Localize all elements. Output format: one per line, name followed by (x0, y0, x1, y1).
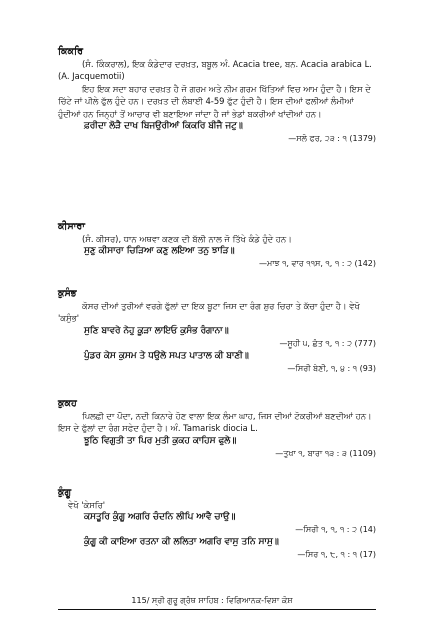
scripture-quote: ਸੁਣੁ ਕੀਸਾਰਾ ਚਿੜਿਆ ਕਣੁ ਲਇਆ ਤਨੁ ਝਾੜਿ॥ (84, 246, 235, 257)
page-footer: 115/ ਸ੍ਰੀ ਗੁਰੂ ਗ੍ਰੰਥ ਸਾਹਿਬ : ਵਿਗਿਆਨਕ-ਵਿਸ਼ਾ ਕੋਸ਼ (131, 596, 293, 605)
entry-kusambh (58, 288, 376, 375)
entry-kukah (58, 398, 376, 460)
scripture-citation: —ਤੁਖਾ ੧, ਬਾਰਾ ੧੩ : ੩ (1109) (275, 448, 376, 458)
scripture-quote: ਕੁੰਗੂ ਕੀ ਕਾਇਆ ਰਤਨਾ ਕੀ ਲਲਿਤਾ ਅਗਰਿ ਵਾਸੁ ਤਨਿ ਸਾਸੁ॥ (84, 537, 279, 548)
headword: ਕੁਸੰਭ (58, 288, 77, 299)
scripture-citation: —ਸਿਰ ੧, ੮, ੧ : ੧ (17) (297, 550, 376, 560)
scripture-citation: —ਮਾਝ ੧, ਵਾਰ ੧੧ਸ, ੧, ੧ : ੨ (142) (258, 259, 376, 269)
footer-divider (58, 609, 376, 610)
headword: ਕੁਕਹ (58, 398, 77, 409)
scripture-quote: ਝੂਠਿ ਵਿਗੁਤੀ ਤਾ ਪਿਰ ਮੁਤੀ ਕੁਕਹ ਕਾਹਿਸ ਫੁਲੇ॥ (84, 435, 237, 446)
description: ਇਹ ਇਕ ਸਦਾ ਬਹਾਰ ਦਰਖ਼ਤ ਹੈ ਜੋ ਗਰਮ ਅਤੇ ਨੀਮ ਗਰਮ ਖਿੱਤਿਆਂ ਵਿਚ ਆਮ ਹੁੰਦਾ ਹੈ। ਇਸ ਦੇ ਚਿੱਟੇ ਜਾਂ ਪੀਲੇ ਫੁੱਲ ਹੁੰਦੇ ਹਨ। ਦਰਖ਼ਤ ਦੀ ਲੰਬਾਈ 4-59 ਫੁੱਟ ਹੁੰਦੀ ਹੈ। ਇਸ ਦੀਆਂ ਫਲੀਆਂ ਲੰਮੀਆਂ ਹੁੰਦੀਆਂ ਹਨ ਜਿਨ੍ਹਾਂ ਤੋਂ ਆਚਾਰ ਵੀ ਬਣਾਇਆ ਜਾਂਦਾ ਹੈ ਜਾਂ ਭੇਡਾਂ ਬਕਰੀਆਂ ਖਾਂਦੀਆਂ ਹਨ। (58, 83, 371, 119)
scripture-citation: —ਸਲੋ ਫਰ, ੨੩ : ੧ (1379) (288, 134, 376, 144)
entry-kikar (58, 46, 376, 145)
headword: ਕਿਕਰਿ (58, 46, 83, 57)
scripture-quote: ਪੁੰਡਰ ਕੇਸ ਕੁਸਮ ਤੇ ਧਉਲੇ ਸਪਤ ਪਾਤਾਲ ਕੀ ਬਾਣੀ॥ (84, 350, 249, 361)
description: ਪਿਲਛੀ ਦਾ ਪੌਦਾ, ਨਦੀ ਕਿਨਾਰੇ ਹੋਣ ਵਾਲਾ ਇਕ ਲੰਮਾ ਘਾਹ, ਜਿਸ ਦੀਆਂ ਟੋਕਰੀਆਂ ਬਣਦੀਆਂ ਹਨ। ਇਸ ਦੇ ਫੁੱਲਾਂ ਦਾ ਰੰਗ ਸਫੇਦ ਹੁੰਦਾ ਹੈ। ਅੰ. Tamarisk diocia L. (58, 411, 372, 434)
see-also-reference: ਵੇਖੋ 'ਕੇਸਰਿ' (68, 500, 105, 510)
scripture-citation: —ਸਿਰੀ ੧, ੧, ੧ : ੨ (14) (295, 525, 376, 535)
scripture-citation: —ਸਿਰੀ ਬੇਣੀ, ੧, ੪ : ੧ (93) (287, 363, 376, 373)
entry-kungu (58, 487, 376, 561)
headword: ਕੁੰਗੂ (58, 487, 72, 498)
scripture-quote: ਸੁਣਿ ਬਾਵਰੇ ਨੇਹੁ ਕੂੜਾ ਲਾਇਓ ਕੁਸੰਭ ਰੰਗਾਨਾ॥ (84, 325, 229, 336)
scripture-citation: —ਸੂਹੀ ੫, ਛੰਤ ੧, ੧ : ੨ (777) (279, 338, 376, 348)
definition: (ਸੰ. ਕਿੰਕਰਾਲ), ਇਕ ਕੰਡੇਦਾਰ ਦਰਖ਼ਤ, ਬਬੂਲ ਅੰ. Acacia tree, ਬਨ. Acacia arabica L. (A. Jacquemotii) (58, 59, 372, 82)
definition: (ਸੰ. ਕੀਸਰ), ਧਾਨ ਅਥਵਾ ਕਣਕ ਦੀ ਬੱਲੀ ਨਾਲ ਜੋ ਤਿੱਖੇ ਕੰਡੇ ਹੁੰਦੇ ਹਨ। (82, 234, 292, 244)
headword: ਕੀਸਾਰਾ (58, 221, 85, 232)
scripture-quote: ਕਸਤੂਰਿ ਕੁੰਗੂ ਅਗਰਿ ਚੰਦਨਿ ਲੀਪਿ ਆਵੈ ਚਾਉ॥ (84, 512, 236, 523)
entry-keesara (58, 221, 376, 270)
description: ਕੋਸਰ ਦੀਆਂ ਤੁਰੀਆਂ ਵਰਗੇ ਫੁੱਲਾਂ ਦਾ ਇਕ ਬੂਟਾ ਜਿਸ ਦਾ ਰੰਗ ਸ਼ੁਰ ਚਿਰਾ ਤੇ ਕੱਚਾ ਹੁੰਦਾ ਹੈ। ਵੇਖੋ 'ਕਸੁੰਭ' (58, 301, 360, 324)
scripture-quote: ਫ਼ਰੀਦਾ ਲੋੜੈ ਦਾਖ ਬਿਜਉਰੀਆਂ ਕਿਕਰਿ ਬੀਜੈ ਜਟੁ॥ (84, 121, 243, 132)
